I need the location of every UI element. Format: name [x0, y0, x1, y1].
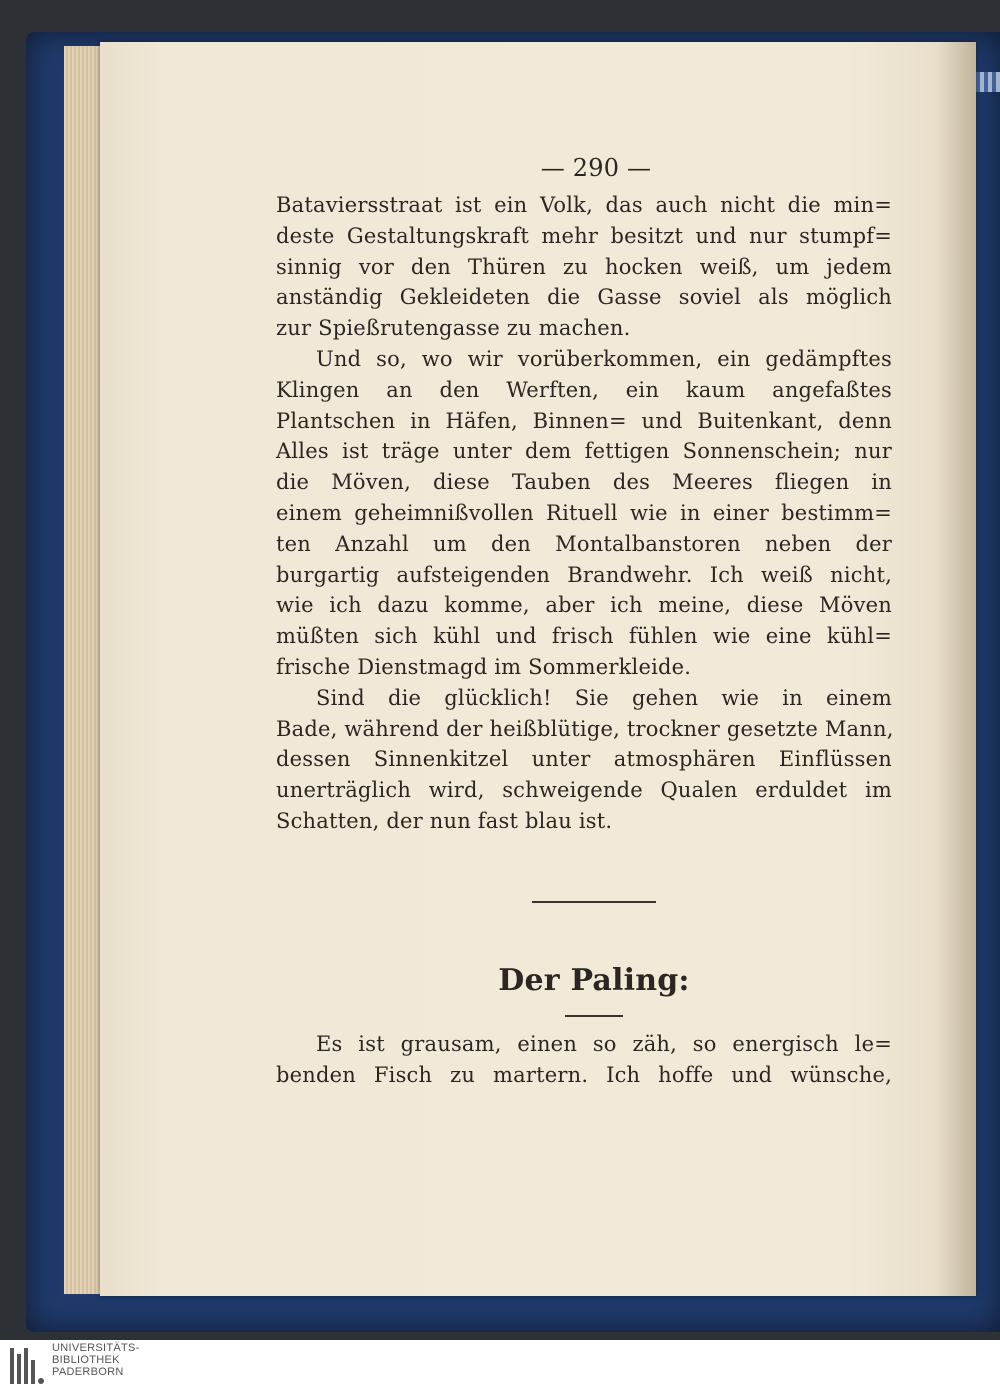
section-divider — [532, 901, 656, 903]
text-line: einem geheimnißvollen Rituell wie in einer bestimm= — [276, 500, 892, 525]
text-block — [276, 148, 892, 1090]
text-line: deste Gestaltungskraft mehr besitzt und nur stumpf= — [276, 223, 892, 248]
text-line: Schatten, der nun fast blau ist. — [276, 808, 613, 833]
gutter-shadow — [936, 42, 976, 1296]
logo-line: PADERBORN — [52, 1366, 124, 1378]
text-line: Bade, während der heißblütige, trockner gesetzte Mann, — [276, 716, 894, 741]
page-number: — 290 — — [540, 154, 652, 182]
paragraph-4 — [276, 1029, 892, 1091]
text-line: unerträglich wird, schweigende Qualen erduldet im — [276, 778, 892, 803]
text-line: Alles ist träge unter dem fettigen Sonnenschein; nur — [276, 439, 892, 464]
text-line: müßten sich kühl und frisch fühlen wie eine kühl= — [276, 624, 892, 649]
logo-line: UNIVERSITÄTS- — [52, 1342, 140, 1354]
text-line: ten Anzahl um den Montalbanstoren neben der — [276, 531, 892, 556]
text-line: frische Dienstmagd im Sommerkleide. — [276, 654, 692, 679]
library-logo-text — [52, 1342, 140, 1378]
text-line: sinnig vor den Thüren zu hocken weiß, um jedem — [276, 254, 892, 279]
text-line: Sind die glücklich! Sie gehen wie in einem — [316, 685, 892, 710]
text-line: anständig Gekleideten die Gasse soviel als möglich — [276, 285, 892, 310]
library-logo-icon — [10, 1348, 44, 1384]
text-line: Klingen an den Werften, ein kaum angefaßtes — [276, 377, 892, 402]
paragraph-2 — [276, 344, 892, 683]
text-line: burgartig aufsteigenden Brandwehr. Ich weiß nicht, — [276, 562, 892, 587]
text-line: benden Fisch zu martern. Ich hoffe und wünsche, — [276, 1062, 892, 1087]
title-underline — [565, 1015, 623, 1017]
text-line: dessen Sinnenkitzel unter atmosphären Einflüssen — [276, 747, 892, 772]
text-line: Bataviersstraat ist ein Volk, das auch nicht die min= — [276, 193, 892, 217]
footer — [0, 1340, 1000, 1391]
paragraph-1 — [276, 190, 892, 344]
text-line: zur Spießrutengasse zu machen. — [276, 316, 631, 341]
text-line: Es ist grausam, einen so zäh, so energisch le= — [316, 1031, 892, 1056]
paragraph-3 — [276, 683, 892, 837]
text-line: wie ich dazu komme, aber ich meine, diese Möven — [276, 593, 892, 618]
text-line: die Möven, diese Tauben des Meeres fliegen in — [276, 470, 892, 495]
logo-line: BIBLIOTHEK — [52, 1354, 120, 1366]
text-line: Plantschen in Häfen, Binnen= und Buitenkant, denn — [276, 408, 892, 433]
text-line: Und so, wo wir vorüberkommen, ein gedämpftes — [316, 346, 892, 371]
section-title: Der Paling: — [498, 962, 690, 998]
